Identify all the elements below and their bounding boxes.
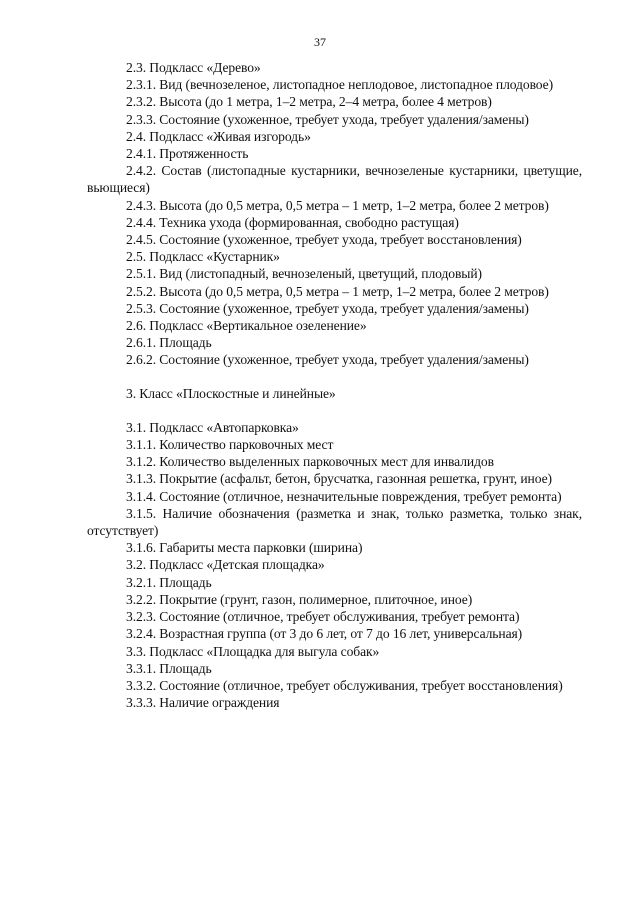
item-2-4-4: 2.4.4. Техника ухода (формированная, свободно растущая) (126, 214, 459, 230)
subclass-shrub: 2.5. Подкласс «Кустарник» (126, 249, 280, 265)
subclass-parking: 3.1. Подкласс «Автопарковка» (126, 419, 299, 435)
item-3-3-2: 3.3.2. Состояние (отличное, требует обслуживания, требует восстановления) (126, 677, 563, 693)
item-2-3-3: 2.3.3. Состояние (ухоженное, требует ухода, требует удаления/замены) (126, 111, 529, 127)
item-3-2-3: 3.2.3. Состояние (отличное, требует обслуживания, требует ремонта) (126, 609, 520, 625)
item-3-2-1: 3.2.1. Площадь (126, 574, 212, 590)
item-3-1-3: 3.1.3. Покрытие (асфальт, бетон, брусчатка, газонная решетка, грунт, иное) (126, 471, 552, 487)
item-2-6-1: 2.6.1. Площадь (126, 335, 212, 351)
subclass-vertical-greening: 2.6. Подкласс «Вертикальное озеленение» (126, 318, 367, 334)
item-2-4-3: 2.4.3. Высота (до 0,5 метра, 0,5 метра – 1 метр, 1–2 метра, более 2 метров) (126, 197, 549, 213)
item-2-3-1: 2.3.1. Вид (вечнозеленое, листопадное неплодовое, листопадное плодовое) (126, 77, 554, 93)
item-3-1-1: 3.1.1. Количество парковочных мест (126, 437, 334, 453)
subclass-hedge: 2.4. Подкласс «Живая изгородь» (126, 128, 311, 144)
document-body (87, 59, 582, 711)
page-number: 37 (314, 35, 326, 49)
item-2-6-2: 2.6.2. Состояние (ухоженное, требует ухода, требует удаления/замены) (126, 352, 529, 368)
item-2-4-1: 2.4.1. Протяженность (126, 146, 249, 162)
subclass-playground: 3.2. Подкласс «Детская площадка» (126, 557, 325, 573)
subclass-dog-area: 3.3. Подкласс «Площадка для выгула собак» (126, 643, 380, 659)
item-2-5-3: 2.5.3. Состояние (ухоженное, требует ухода, требует удаления/замены) (126, 300, 529, 316)
item-3-1-6: 3.1.6. Габариты места парковки (ширина) (126, 540, 363, 556)
item-3-3-3: 3.3.3. Наличие ограждения (126, 695, 280, 711)
item-2-5-2: 2.5.2. Высота (до 0,5 метра, 0,5 метра – 1 метр, 1–2 метра, более 2 метров) (126, 283, 549, 299)
class-3-heading: 3. Класс «Плоскостные и линейные» (126, 385, 336, 401)
item-2-3-2: 2.3.2. Высота (до 1 метра, 1–2 метра, 2–4 метра, более 4 метров) (126, 94, 492, 110)
item-3-1-4: 3.1.4. Состояние (отличное, незначительные повреждения, требует ремонта) (126, 488, 562, 504)
item-3-1-2: 3.1.2. Количество выделенных парковочных мест для инвалидов (126, 454, 494, 470)
subclass-tree: 2.3. Подкласс «Дерево» (126, 60, 261, 75)
item-3-2-2: 3.2.2. Покрытие (грунт, газон, полимерное, плиточное, иное) (126, 591, 473, 607)
item-2-4-5: 2.4.5. Состояние (ухоженное, требует ухода, требует восстановления) (126, 232, 522, 248)
item-2-5-1: 2.5.1. Вид (листопадный, вечнозеленый, цветущий, плодовый) (126, 266, 482, 282)
item-3-1-5: 3.1.5. Наличие обозначения (разметка и знак, только разметка, только знак, отсутствует) (87, 505, 582, 539)
item-3-2-4: 3.2.4. Возрастная группа (от 3 до 6 лет, от 7 до 16 лет, универсальная) (126, 626, 523, 642)
item-2-4-2: 2.4.2. Состав (листопадные кустарники, вечнозеленые кустарники, цветущие, вьющиеся) (87, 163, 582, 196)
item-3-3-1: 3.3.1. Площадь (126, 660, 212, 676)
